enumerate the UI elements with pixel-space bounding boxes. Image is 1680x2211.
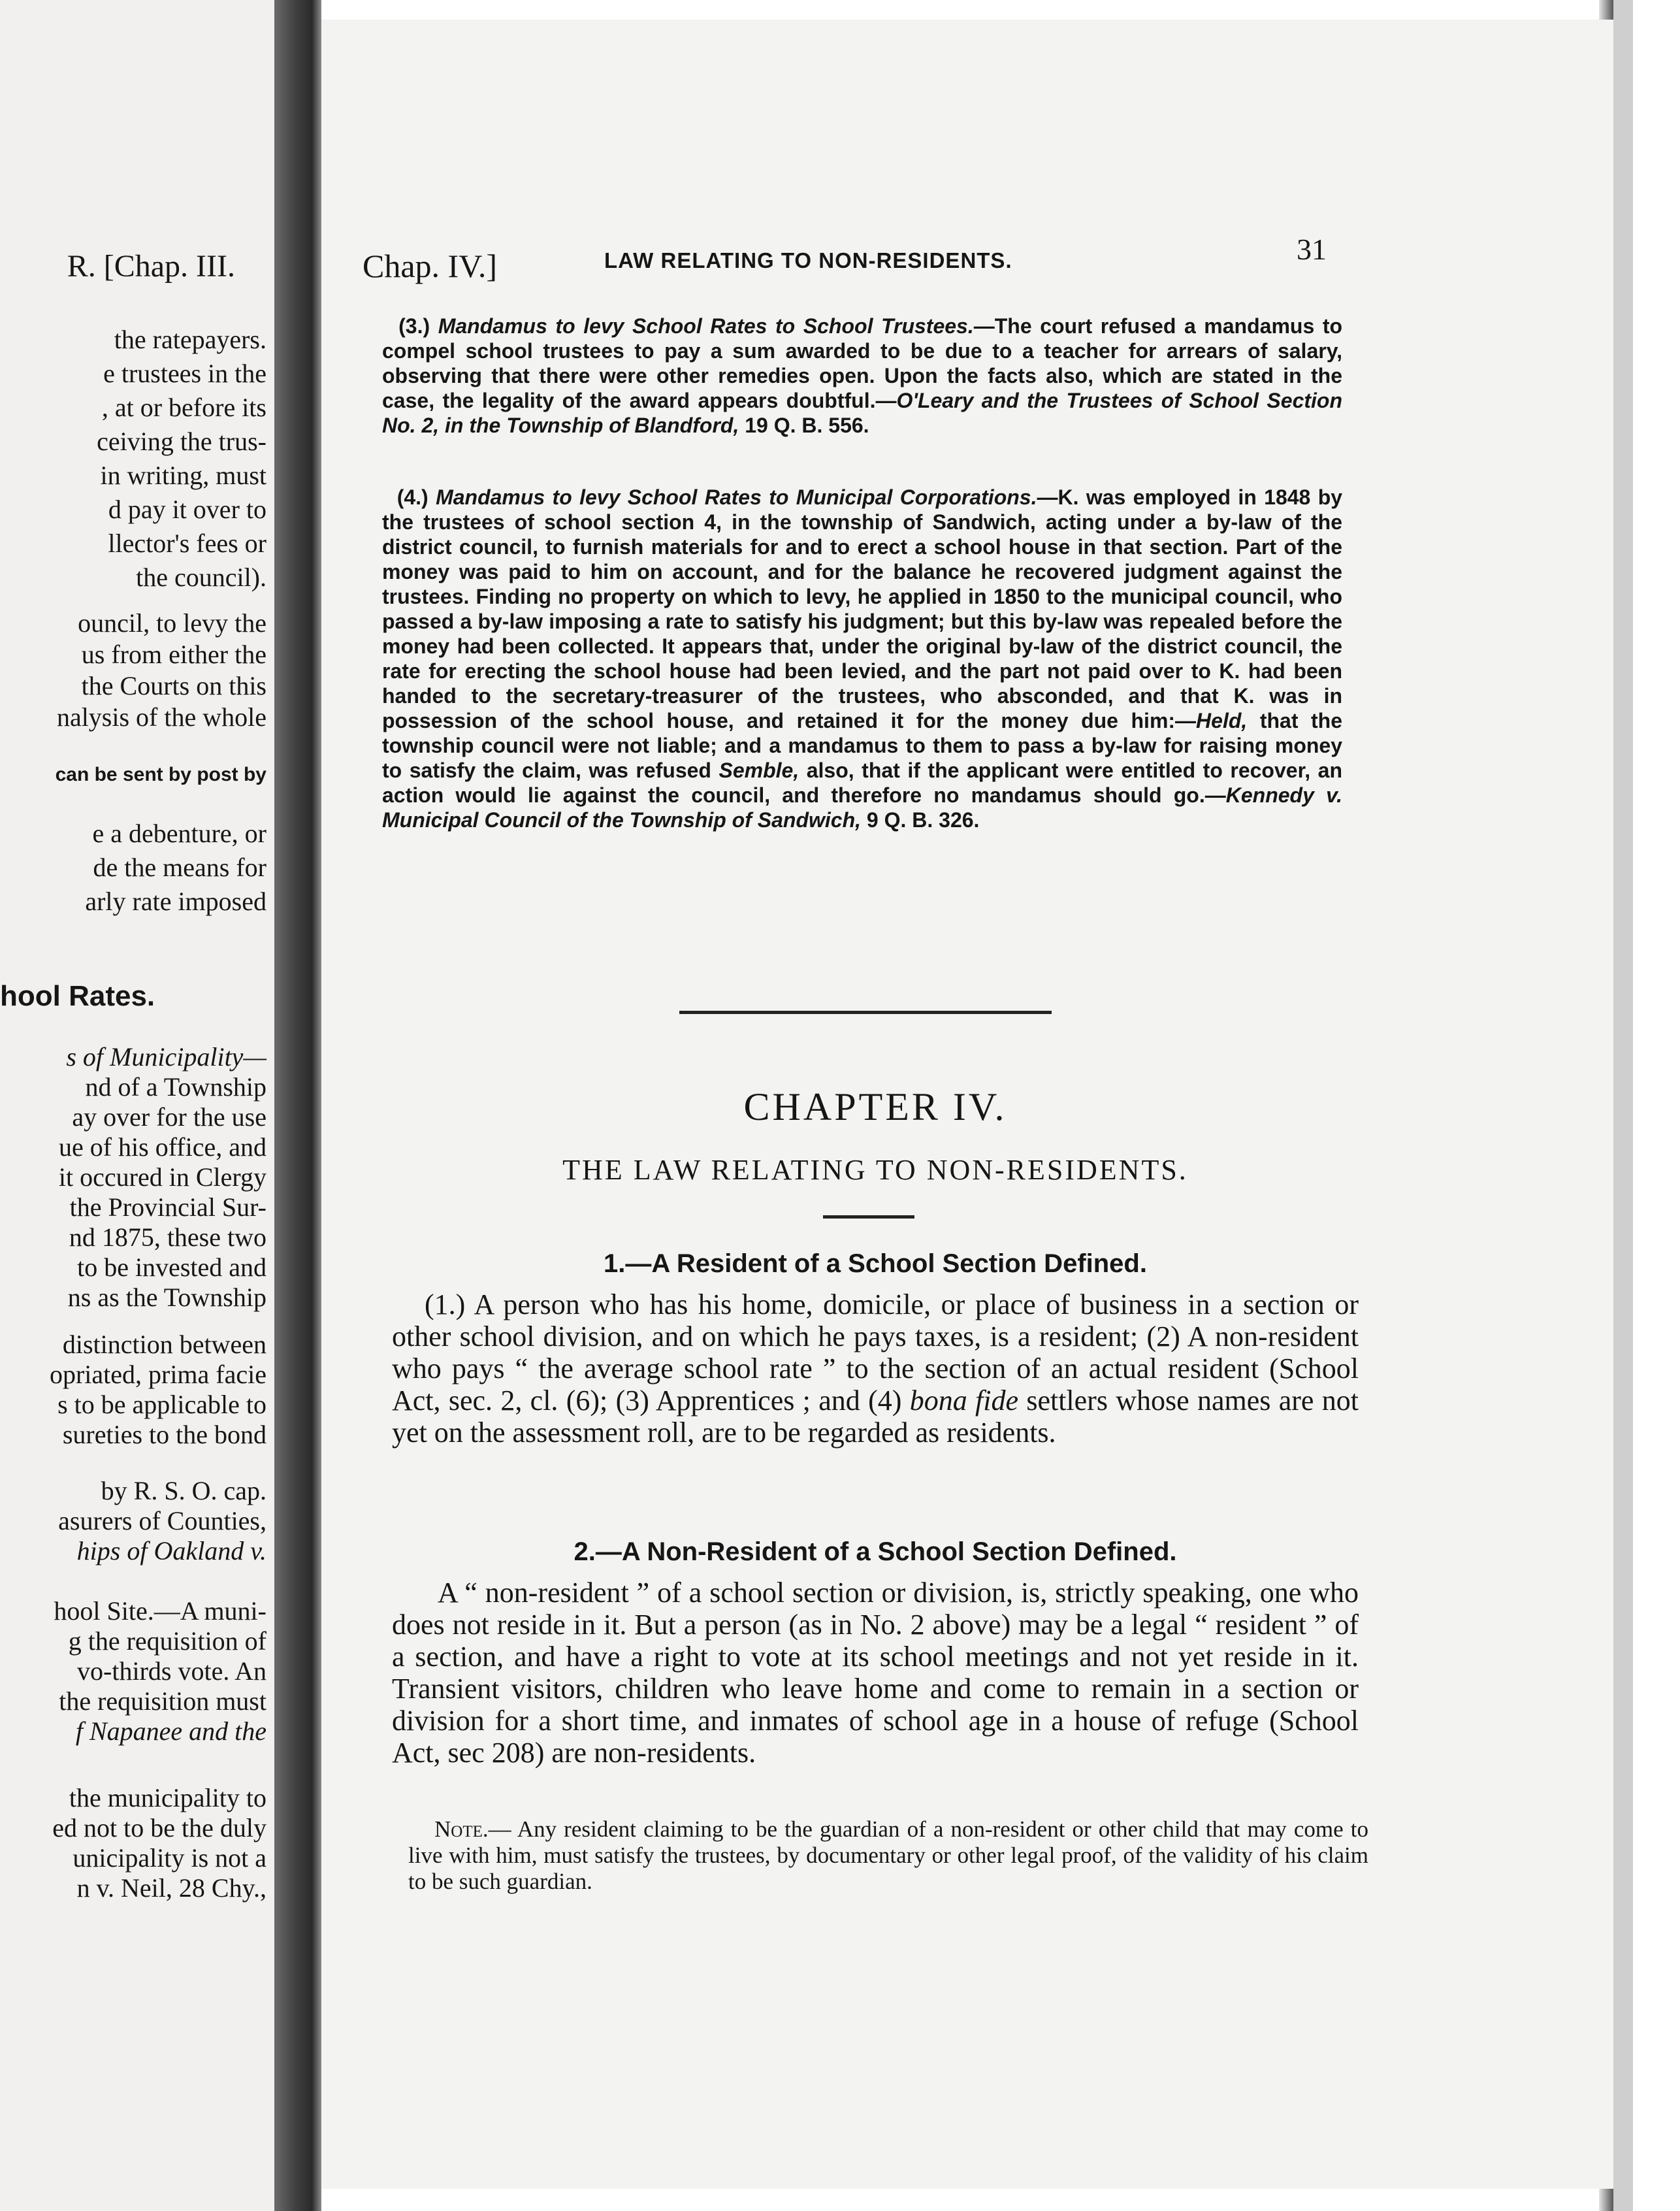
case-number: (4.): [396, 485, 428, 509]
left-line: d pay it over to: [108, 495, 267, 524]
section-1-paragraph: [392, 1288, 1359, 1449]
left-line: arly rate imposed: [85, 887, 267, 916]
chapter-subtitle: THE LAW RELATING TO NON-RESIDENTS.: [562, 1154, 1188, 1186]
left-line: the Courts on this: [81, 671, 267, 700]
case-body: —K. was employed in 1848 by the trustees of school section 4, in the township of Sandwich, acting under a by-law of the district council, to furnish materials for and to erect a school house in that section. Part of the money was paid to him on account, and for the balance he recovered judgment against the trustees. Finding no property on which to levy, he applied in 1850 to the municipal council, who passed a by-law imposing a rate to satisfy his judgment; but this by-law was repealed before the money had been collected. It appears that, under the original by-law of the district council, the rate for erecting the school house had been levied, and the part not paid over to K. had been handed to the secretary-treasurer of the trustees, who absconded, and that K. was in possession of the school house, and retained it for the money due him:—: [382, 485, 1343, 732]
case-semble: Semble,: [719, 759, 800, 782]
section-1-text-2: settlers whose names are not yet on the assessment roll, are to be regarded as residents.: [392, 1384, 1359, 1449]
left-line: in writing, must: [100, 461, 267, 490]
left-line: s to be applicable to: [57, 1390, 267, 1419]
case-reporter: 9 Q. B. 326.: [861, 808, 980, 832]
left-line: hips of Oakland v.: [76, 1536, 267, 1565]
left-line: ed not to be the duly: [52, 1813, 267, 1843]
case-number: (3.): [398, 314, 430, 338]
left-line: llector's fees or: [108, 529, 267, 558]
left-line: opriated, prima facie: [49, 1360, 267, 1389]
case-body-3: also, that if the applicant were entitled to recover, an action would lie against the council, and therefore no mandamus should go.—: [382, 759, 1343, 807]
left-footnote-line: can be sent by post by: [55, 764, 267, 785]
left-line: the municipality to: [69, 1783, 267, 1812]
case-title: Mandamus to levy School Rates to School Trustees.: [438, 314, 974, 338]
left-line: n v. Neil, 28 Chy.,: [76, 1873, 267, 1903]
left-section-heading: hool Rates.: [0, 980, 155, 1012]
case-citation: Kennedy v. Municipal Council of the Township of Sandwich,: [382, 783, 1343, 832]
page-number: 31: [1297, 233, 1327, 266]
page-edge: [1613, 0, 1633, 2211]
book-gutter-shadow: [274, 0, 321, 2211]
case-held: Held,: [1196, 709, 1248, 732]
left-line: unicipality is not a: [73, 1843, 267, 1873]
left-line: the ratepayers.: [114, 325, 267, 354]
left-line: by R. S. O. cap.: [101, 1476, 267, 1505]
left-line: vo-thirds vote. An: [77, 1656, 267, 1686]
note-text: Any resident claiming to be the guardian of a non-resident or other child that may come to live with him, must satisfy the trustees, by documentary or other legal proof, of the validity of his claim to be such guardian.: [408, 1816, 1368, 1894]
left-line: de the means for: [93, 853, 267, 882]
note-label: Note.—: [434, 1816, 511, 1842]
left-line: distinction between: [62, 1330, 267, 1359]
left-line: s of Municipality—: [66, 1042, 267, 1072]
left-line: nd 1875, these two: [69, 1222, 267, 1252]
case-citation: O'Leary and the Trustees of School Section No. 2, in the Township of Blandford,: [382, 389, 1343, 437]
left-line: nd of a Township: [85, 1072, 267, 1102]
left-line: ay over for the use: [72, 1102, 267, 1132]
chapter-title-rule: [823, 1215, 914, 1219]
case-body: —The court refused a mandamus to compel school trustees to pay a sum awarded to be due to a teacher for arrears of salary, observing that there were other remedies open. Upon the facts also, which are stated in the case, the legality of the award appears doubtful.—: [382, 314, 1343, 412]
section-divider-rule: [679, 1011, 1052, 1014]
chapter-title: CHAPTER IV.: [743, 1085, 1007, 1128]
section-1-italic: bona fide: [909, 1384, 1018, 1417]
left-page-header: R. [Chap. III.: [67, 249, 235, 284]
left-line: e trustees in the: [103, 359, 267, 388]
left-line: to be invested and: [77, 1253, 267, 1282]
left-line: g the requisition of: [68, 1626, 267, 1656]
section-1-heading: 1.—A Resident of a School Section Defined.: [604, 1249, 1147, 1278]
left-line: nalysis of the whole: [56, 702, 267, 732]
left-line: , at or before its: [101, 393, 267, 422]
left-line: e a debenture, or: [92, 819, 267, 848]
left-line: hool Site.—A muni-: [54, 1596, 267, 1626]
left-line: the requisition must: [59, 1686, 267, 1716]
left-line: the Provincial Sur-: [69, 1192, 267, 1222]
section-1-text: (1.) A person who has his home, domicile, or place of business in a section or other school division, and on which he pays taxes, is a resident; (2) A non-resident who pays “ the average school rate ” to the section of an actual resident (School Act, sec. 2, cl. (6); (3) Apprentices ; and (4): [392, 1288, 1359, 1417]
section-2-heading: 2.—A Non-Resident of a School Section Defined.: [573, 1537, 1177, 1566]
case-title: Mandamus to levy School Rates to Municipal Corporations.: [436, 485, 1037, 509]
left-line: ouncil, to levy the: [78, 608, 267, 638]
running-head-title: LAW RELATING TO NON-RESIDENTS.: [604, 248, 1012, 272]
left-line: ue of his office, and: [58, 1132, 267, 1162]
case-note-3: [382, 314, 1342, 438]
running-head-chapter: Chap. IV.]: [363, 248, 498, 284]
section-2-note: [408, 1816, 1368, 1895]
left-line: f Napanee and the: [75, 1716, 267, 1746]
left-line: asurers of Counties,: [58, 1506, 267, 1535]
left-line: sureties to the bond: [62, 1420, 267, 1449]
case-note-4: [382, 485, 1342, 832]
section-2-paragraph: A “ non-resident ” of a school section or division, is, strictly speaking, one who does not reside in it. But a person (as in No. 2 above) may be a legal “ resident ” of a section, and have a right to vote at its school meetings and not yet reside in it. Transient visitors, children who leave home and come to remain in a section or division for a short time, and inmates of school age in a house of refuge (School Act, sec 208) are non-residents.: [392, 1577, 1359, 1769]
left-line: ceiving the trus-: [97, 427, 267, 456]
left-facing-page: [0, 0, 274, 2211]
left-line: us from either the: [81, 640, 267, 669]
left-line: it occured in Clergy: [58, 1162, 267, 1192]
case-reporter: 19 Q. B. 556.: [739, 414, 869, 437]
case-body-2: that the township council were not liable; and a mandamus to them to pass a by-law for raising money to satisfy the claim, was refused: [382, 709, 1342, 782]
left-line: ns as the Township: [67, 1283, 267, 1312]
left-line: the council).: [136, 563, 267, 592]
